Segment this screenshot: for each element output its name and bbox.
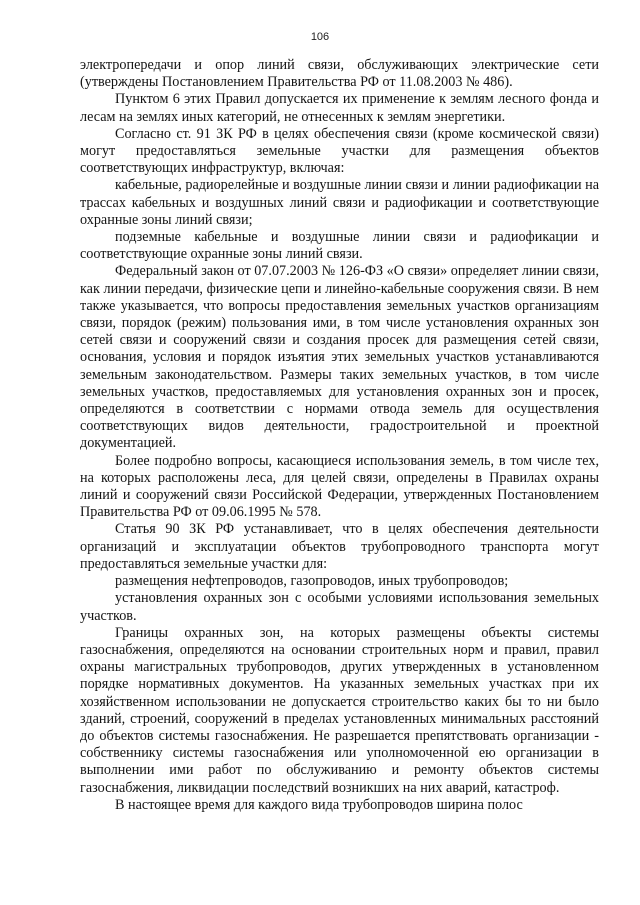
paragraph-7: Более подробно вопросы, касающиеся использования земель, в том числе тех, на которых расположены леса, для целей связи, определены в Правилах охраны линий и сооружений связи Российской Федерации, утвержденных Постановлением Правительства РФ от 09.06.1995 № 578. <box>80 452 599 521</box>
paragraph-10: установления охранных зон с особыми условиями использования земельных участков. <box>80 590 599 624</box>
paragraph-2: Пунктом 6 этих Правил допускается их применение к землям лесного фонда и лесам на землях иных категорий, не отнесенных к землям энергетики. <box>80 91 599 125</box>
page-number: 106 <box>310 31 330 43</box>
document-body <box>80 57 599 814</box>
paragraph-6: Федеральный закон от 07.07.2003 № 126-ФЗ «О связи» определяет линии связи, как линии передачи, физические цепи и линейно-кабельные сооружения связи. В нем также указывается, что вопросы предоставления земельных участков организациям связи, порядок (режим) пользования ими, в том числе установления охранных зон сетей связи и сооружений связи и создания просек для размещения сетей связи, основания, условия и порядок изъятия этих земельных участков устанавливаются земельным законодательством. Размеры таких земельных участков, в том числе земельных участков, предоставляемых для установления охранных зон и просек, определяются в соответствии с нормами отвода земель для осуществления соответствующих видов деятельности, градостроительной и проектной документацией. <box>80 263 599 452</box>
paragraph-4: кабельные, радиорелейные и воздушные линии связи и линии радиофикации на трассах кабельных и воздушных линий связи и радиофикации и соответствующие охранные зоны линий связи; <box>80 177 599 228</box>
paragraph-12: В настоящее время для каждого вида трубопроводов ширина полос <box>115 796 523 813</box>
paragraph-3: Согласно ст. 91 ЗК РФ в целях обеспечения связи (кроме космической связи) могут предоставляться земельные участки для размещения объектов соответствующих инфраструктур, включая: <box>80 125 599 177</box>
paragraph-1: электропередачи и опор линий связи, обслуживающих электрические сети (утверждены Постановлением Правительства РФ от 11.08.2003 № 486). <box>80 57 599 91</box>
paragraph-9: размещения нефтепроводов, газопроводов, иных трубопроводов; <box>115 573 509 590</box>
paragraph-11: Границы охранных зон, на которых размещены объекты системы газоснабжения, определяются на основании строительных норм и правил, правил охраны магистральных трубопроводов, других утвержденных в установленном порядке нормативных документов. На указанных земельных участках при их хозяйственном использовании не допускается строительство каких бы то ни было зданий, строений, сооружений в пределах установленных минимальных расстояний до объектов системы газоснабжения. Не разрешается препятствовать организации - собственнику системы газоснабжения или уполномоченной ею организации в выполнении ими работ по обслуживанию и ремонту объектов системы газоснабжения, ликвидации последствий возникших на них аварий, катастроф. <box>80 624 599 796</box>
paragraph-5: подземные кабельные и воздушные линии связи и радиофикации и соответствующие охранные зоны линий связи. <box>80 229 599 263</box>
paragraph-8: Статья 90 ЗК РФ устанавливает, что в целях обеспечения деятельности организаций и эксплуатации объектов трубопроводного транспорта могут предоставляться земельные участки для: <box>80 521 599 572</box>
